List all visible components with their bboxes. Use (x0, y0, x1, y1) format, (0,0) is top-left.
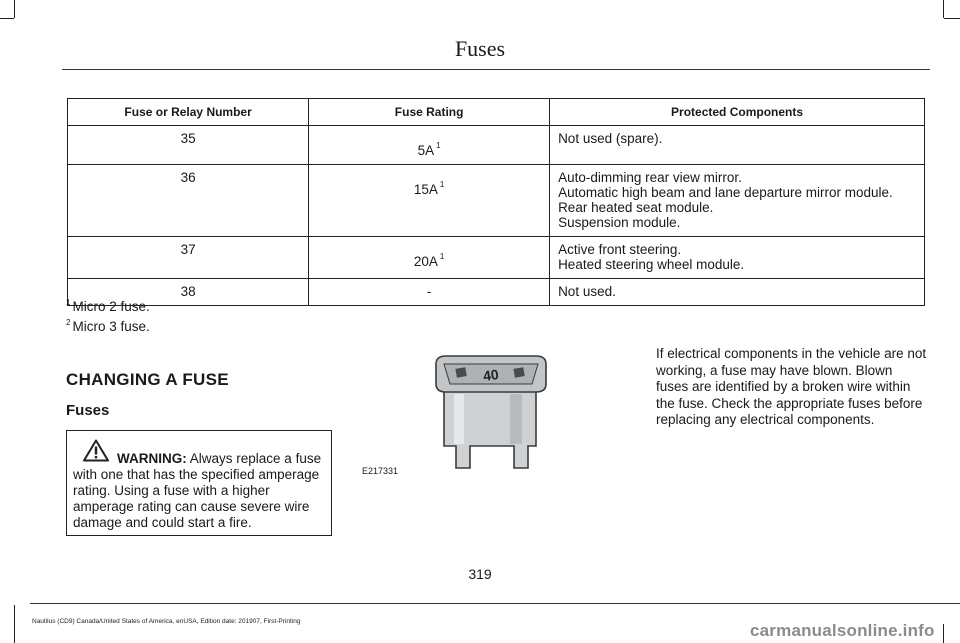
fuse-table (67, 98, 925, 306)
fuse-rating: 15A $^1$ (309, 165, 550, 237)
crop-mark-tr-v (943, 0, 944, 18)
column-header-number: Fuse or Relay Number (68, 99, 309, 126)
body-paragraph: If electrical components in the vehicle are not working, a fuse may have blown. Blown fuses are identified by a broken wire within the fuse. Check the appropriate fuses before replacing any electrical components. (656, 346, 927, 427)
fuse-rating: 20A $^1$ (309, 237, 550, 279)
crop-mark-tl-v (14, 0, 15, 18)
column-header-components: Protected Components (550, 99, 925, 126)
crop-mark-tl-h (0, 18, 14, 19)
component-line: Not used (spare). (558, 131, 663, 146)
edition-info: Nautilus (CD9) Canada/United States of America, enUSA, Edition date: 201907, First-Printing (32, 618, 301, 625)
fuse-illustration (432, 350, 550, 470)
component-line: Suspension module. (558, 215, 681, 230)
fuse-number: 37 (68, 237, 309, 279)
warning-box (66, 430, 332, 536)
table-row (68, 279, 925, 306)
table-row (68, 165, 925, 237)
footnote-ref: 1 (439, 252, 445, 261)
protected-components (550, 165, 925, 237)
protected-components (550, 126, 925, 165)
table-row (68, 237, 925, 279)
component-line: Automatic high beam and lane departure mirror module. (558, 185, 893, 200)
title-divider (62, 69, 930, 70)
fuse-rating: 5A $^1$ (309, 126, 550, 165)
section-heading: CHANGING A FUSE (66, 370, 229, 389)
warning-triangle-icon (83, 439, 109, 462)
section-subheading: Fuses (66, 402, 110, 419)
table-row (68, 126, 925, 165)
watermark: carmanualsonline.info (750, 621, 935, 640)
component-line: Not used. (558, 284, 616, 299)
component-line: Active front steering. (558, 242, 682, 257)
image-reference: E217331 (362, 466, 399, 476)
page-title: Fuses (454, 36, 506, 61)
crop-mark-bl-v (14, 605, 15, 643)
warning-label: WARNING: (117, 451, 187, 466)
warning-text: Always replace a fuse with one that has the specified amperage rating. Using a fuse with a higher amperage rating can cause severe wire damage and could start a fire. (73, 451, 322, 530)
footer-divider (30, 603, 960, 604)
protected-components (550, 279, 925, 306)
crop-mark-tr-h (944, 18, 960, 19)
component-line: Rear heated seat module. (558, 200, 714, 215)
fuse-number: 36 (68, 165, 309, 237)
fuse-number: 35 (68, 126, 309, 165)
footnote: $^1$ Micro 2 fuse. (66, 298, 150, 314)
fuse-rating: - (309, 279, 550, 306)
footnote-ref: 1 (439, 180, 445, 189)
page-number: 319 (468, 566, 492, 582)
column-header-rating: Fuse Rating (309, 99, 550, 126)
footnote: $^2$ Micro 3 fuse. (66, 318, 150, 334)
component-line: Auto-dimming rear view mirror. (558, 170, 742, 185)
protected-components (550, 237, 925, 279)
table-header-row (68, 99, 925, 126)
fuse-number: 38 (68, 279, 309, 306)
crop-mark-br-v (943, 624, 944, 643)
footnote-ref: 1 (436, 141, 441, 150)
component-line: Heated steering wheel module. (558, 257, 745, 272)
fuse-marking: 40 (482, 366, 500, 385)
